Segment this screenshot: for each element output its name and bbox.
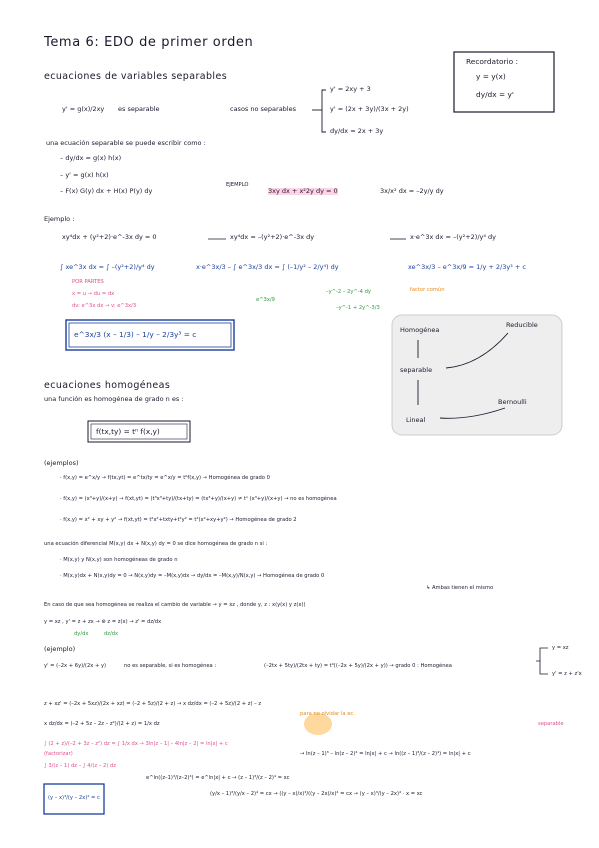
example1-result: xe^3x/3 – e^3x/9 = 1/y + 2/3y³ + c: [408, 263, 526, 271]
case-3: dy/dx = 2x + 3y: [330, 127, 384, 135]
example1-boxed-result: e^3x/3 (x – 1/3) – 1/y – 2/3y³ = c: [74, 330, 197, 339]
separable-intro: una ecuación separable se puede escribir como :: [46, 139, 206, 147]
example1-eq3: x·e^3x dx = –(y²+2)/y⁴ dy: [410, 233, 496, 241]
example2-check: (–2tx + 5ty)/(2tx + ty) = t⁰((–2x + 5y)/(2x + y)) → grado 0 : Homogénea: [264, 663, 452, 669]
homogeneous-example-3: · f(x,y) = x² + xy + y² → f(xt,yt) = t²x²+txty+t²y² = t²(x²+xy+y²) → Homogénea de grado 2: [60, 517, 297, 523]
example1-integral: ∫ xe^3x dx = ∫ –(y²+2)/y⁴ dy: [60, 263, 155, 271]
example1-parts: x·e^3x/3 – ∫ e^3x/3 dx = ∫ (–1/y² – 2/y⁴) dy: [196, 263, 339, 271]
cases-label: casos no separables: [230, 105, 297, 113]
homogeneous-example-1: · f(x,y) = e^x/y → f(tx,yt) = e^tx/ty = e^x/y = t⁰f(x,y) → Homogénea de grado 0: [60, 475, 270, 481]
homogeneous-definition: una función es homogénea de grado n es :: [44, 395, 184, 403]
example2-not-separable: no es separable, si es homogénea :: [124, 663, 217, 669]
by-parts-u: x = u → du = dx: [72, 291, 115, 297]
example2-branch-2: y' = z + z'x: [552, 671, 582, 677]
substitution: y = xz , y' = z + zx → ⊛ z = z(x) → z' = dz/dx: [44, 619, 162, 625]
case-2: y' = (2x + 3y)/(3x + 2y): [330, 105, 409, 113]
example2-integral: ∫ (2 + z)/(–2 + 3z – z²) dz = ∫ 1/x dx → 3ln|z – 1| – 4ln|z – 2| = ln|x| + c: [44, 741, 228, 747]
separable-form: y' = g(x)/2xy: [62, 105, 105, 113]
green-note-1: e^3x/9: [256, 297, 275, 303]
example2-branch-1: y = xz: [552, 645, 569, 651]
separable-arrow-label: es separable: [118, 105, 160, 113]
example2-substitution: (y/x – 1)³/(y/x – 2)⁴ = cx → ((y – x)/x)³/((y – 2x)/x)⁴ = cx → (y – x)³/(y – 2x)⁴ · x = xc: [210, 791, 423, 797]
by-parts-label: POR PARTES: [72, 279, 104, 285]
diagram-bernoulli: Bernoulli: [498, 398, 527, 406]
example2-exponential: e^ln((z–1)³/(z–2)⁴) = e^ln|x| + c → (z – 1)³/(z – 2)⁴ = xc: [146, 775, 290, 781]
separable-example: 3xy dx + x²2y dy = 0: [268, 187, 338, 195]
green-note-3: –y^-1 + 2y^-3/3: [336, 305, 380, 311]
reminder-line1: y = y(x): [476, 72, 506, 81]
examples-label: (ejemplos): [44, 459, 79, 467]
example1-eq1: xy⁴dx + (y²+2)·e^-3x dy = 0: [62, 233, 157, 241]
example2-note: para no olvidar la ec.: [300, 711, 355, 717]
homogeneous-example-2: · f(x,y) = (x³+y)/(x+y) → f(xt,yt) = (t³x³+ty)/(tx+ty) = (tx³+y)/(x+y) ≠ tⁿ (x³+y)/(x+y) → no es homogénea: [60, 496, 337, 502]
factor-comun-note: factor común: [410, 287, 445, 293]
sub-tag-1: dy/dx: [74, 631, 89, 637]
section-separable-heading: ecuaciones de variables separables: [44, 71, 228, 82]
reminder-heading: Recordatorio :: [466, 57, 518, 66]
homogeneous-boxed: f(tx,ty) = tⁿ f(x,y): [96, 427, 160, 436]
example2-label: (ejemplo): [44, 645, 76, 653]
condition-2: · M(x,y)dx + N(x,y)dy = 0 → N(x,y)dy = –M(x,y)dx → dy/dx = –M(x,y)/N(x,y) → Homogénea de grado 0: [60, 573, 325, 579]
diagram-lineal: Lineal: [406, 416, 426, 424]
factor-note: (factorizar): [44, 751, 73, 757]
separable-form-2: – y' = g(x) h(x): [60, 171, 109, 179]
diff-equation-definition: una ecuación diferencial M(x,y) dx + N(x,y) dy = 0 se dice homogénea de grado n si :: [44, 541, 268, 547]
diagram-reducible: Reducible: [506, 321, 538, 329]
reminder-line2: dy/dx = y': [476, 90, 514, 99]
both-note: ↳ Ambas tienen el mismo: [426, 585, 494, 591]
case-1: y' = 2xy + 3: [330, 85, 371, 93]
green-note-2: –y^-2 – 2y^-4 dy: [326, 289, 371, 295]
example2-log-step: → ln(z – 1)³ – ln(z – 2)⁴ = ln|x| + c → ln((z – 1)³/(z – 2)⁴) = ln|x| + c: [300, 751, 471, 757]
example-tag: EJEMPLO: [226, 182, 249, 188]
sub-tag-2: dz/dx: [104, 631, 119, 637]
separable-form-1: – dy/dx = g(x) h(x): [60, 154, 122, 162]
example2-boxed-result: (y – x)³/(y – 2x)⁴ = c: [48, 795, 100, 801]
page-title: Tema 6: EDO de primer orden: [44, 35, 254, 50]
example2-step-2: x dz/dx = (–2 + 5z – 2z – z²)/(2 + z) = 1/x dz: [44, 721, 160, 727]
example2-step-1: z + xz' = (–2x + 5xz)/(2x + xz) = (–2 + 5z)/(2 + z) → x dz/dx = (–2 + 5z)/(2 + z) – z: [44, 701, 262, 707]
separable-form-3: – F(x) G(y) dx + H(x) P(y) dy: [60, 187, 153, 195]
example1-label: Ejemplo :: [44, 215, 75, 223]
change-variable: En caso de que sea homogénea se realiza el cambio de variable → y = xz , donde y, z : x(y(x) y z(x)): [44, 602, 306, 608]
example1-eq2: xy⁴dx = –(y²+2)·e^-3x dy: [230, 233, 315, 241]
by-parts-dv: dv: e^3x dx → v: e^3x/3: [72, 303, 137, 309]
partial-fractions: ∫ 3/(z – 1) dz – ∫ 4/(z – 2) dz: [44, 763, 116, 769]
diagram-homogenea: Homogénea: [400, 326, 440, 334]
separable-tag: separable: [538, 721, 564, 727]
section-homogeneous-heading: ecuaciones homogéneas: [44, 380, 171, 391]
condition-1: · M(x,y) y N(x,y) son homogéneas de grado n: [60, 557, 178, 563]
example2-ode: y' = (–2x + 6y)/(2x + y): [44, 663, 107, 669]
separable-example-result: 3x/x² dx = –2y/y dy: [380, 187, 444, 195]
diagram-separable: separable: [400, 366, 433, 374]
